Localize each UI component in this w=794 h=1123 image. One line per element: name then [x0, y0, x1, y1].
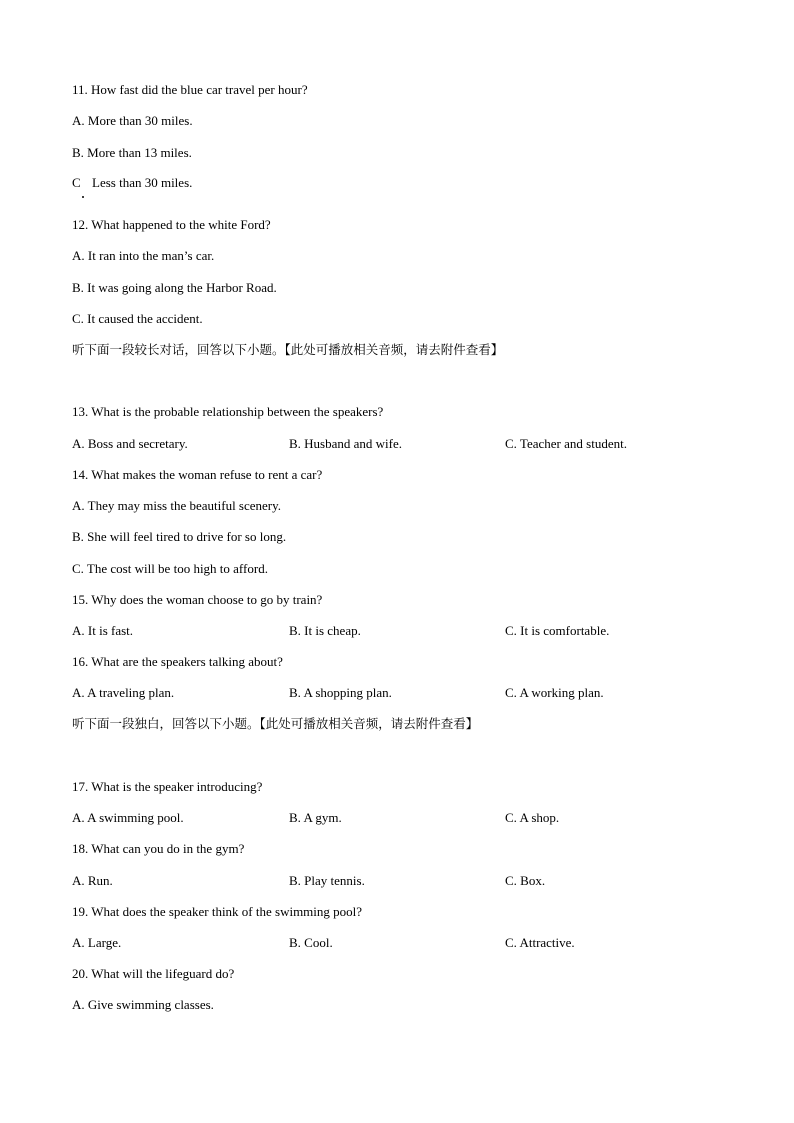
q12-option-a: A. It ran into the man’s car. [72, 248, 215, 263]
question-12: 12. What happened to the white Ford? [72, 217, 271, 232]
q17-option-b: B. A gym. [289, 810, 342, 825]
question-14: 14. What makes the woman refuse to rent a car? [72, 467, 323, 482]
q19-option-c: C. Attractive. [505, 935, 575, 950]
q17-option-a: A. A swimming pool. [72, 810, 184, 825]
q18-option-b: B. Play tennis. [289, 873, 365, 888]
q15-option-a: A. It is fast. [72, 623, 134, 638]
q14-option-b: B. She will feel tired to drive for so long. [72, 529, 287, 544]
q14-option-c: C. The cost will be too high to afford. [72, 561, 268, 576]
question-19: 19. What does the speaker think of the swimming pool? [72, 904, 363, 919]
question-17: 17. What is the speaker introducing? [72, 779, 263, 794]
q13-option-a: A. Boss and secretary. [72, 436, 188, 451]
q13-option-c: C. Teacher and student. [505, 436, 627, 451]
q18-option-a: A. Run. [72, 873, 113, 888]
q11-option-a: A. More than 30 miles. [72, 113, 193, 128]
section-instruction-monologue: 听下面一段独白，回答以下小题。【此处可播放相关音频，请去附件查看】 [72, 716, 479, 731]
question-18: 18. What can you do in the gym? [72, 841, 245, 856]
q20-option-a: A. Give swimming classes. [72, 997, 214, 1012]
q15-option-b: B. It is cheap. [289, 623, 361, 638]
q17-option-c: C. A shop. [505, 810, 560, 825]
q18-option-c: C. Box. [505, 873, 546, 888]
question-13: 13. What is the probable relationship between the speakers? [72, 404, 384, 419]
question-11: 11. How fast did the blue car travel per hour? [72, 82, 308, 97]
q11-option-c-dot [82, 196, 84, 198]
question-15: 15. Why does the woman choose to go by train? [72, 592, 323, 607]
q12-option-b: B. It was going along the Harbor Road. [72, 280, 277, 295]
q19-option-a: A. Large. [72, 935, 122, 950]
q11-option-c-label: C [72, 175, 81, 190]
q16-option-b: B. A shopping plan. [289, 685, 392, 700]
q16-option-c: C. A working plan. [505, 685, 604, 700]
q14-option-a: A. They may miss the beautiful scenery. [72, 498, 282, 513]
q19-option-b: B. Cool. [289, 935, 333, 950]
q13-option-b: B. Husband and wife. [289, 436, 403, 451]
question-16: 16. What are the speakers talking about? [72, 654, 283, 669]
q11-option-c-text: Less than 30 miles. [92, 175, 193, 190]
q11-option-b: B. More than 13 miles. [72, 145, 192, 160]
question-20: 20. What will the lifeguard do? [72, 966, 235, 981]
section-instruction-dialogue: 听下面一段较长对话，回答以下小题。【此处可播放相关音频，请去附件查看】 [72, 342, 504, 357]
q12-option-c: C. It caused the accident. [72, 311, 203, 326]
q16-option-a: A. A traveling plan. [72, 685, 175, 700]
q15-option-c: C. It is comfortable. [505, 623, 610, 638]
